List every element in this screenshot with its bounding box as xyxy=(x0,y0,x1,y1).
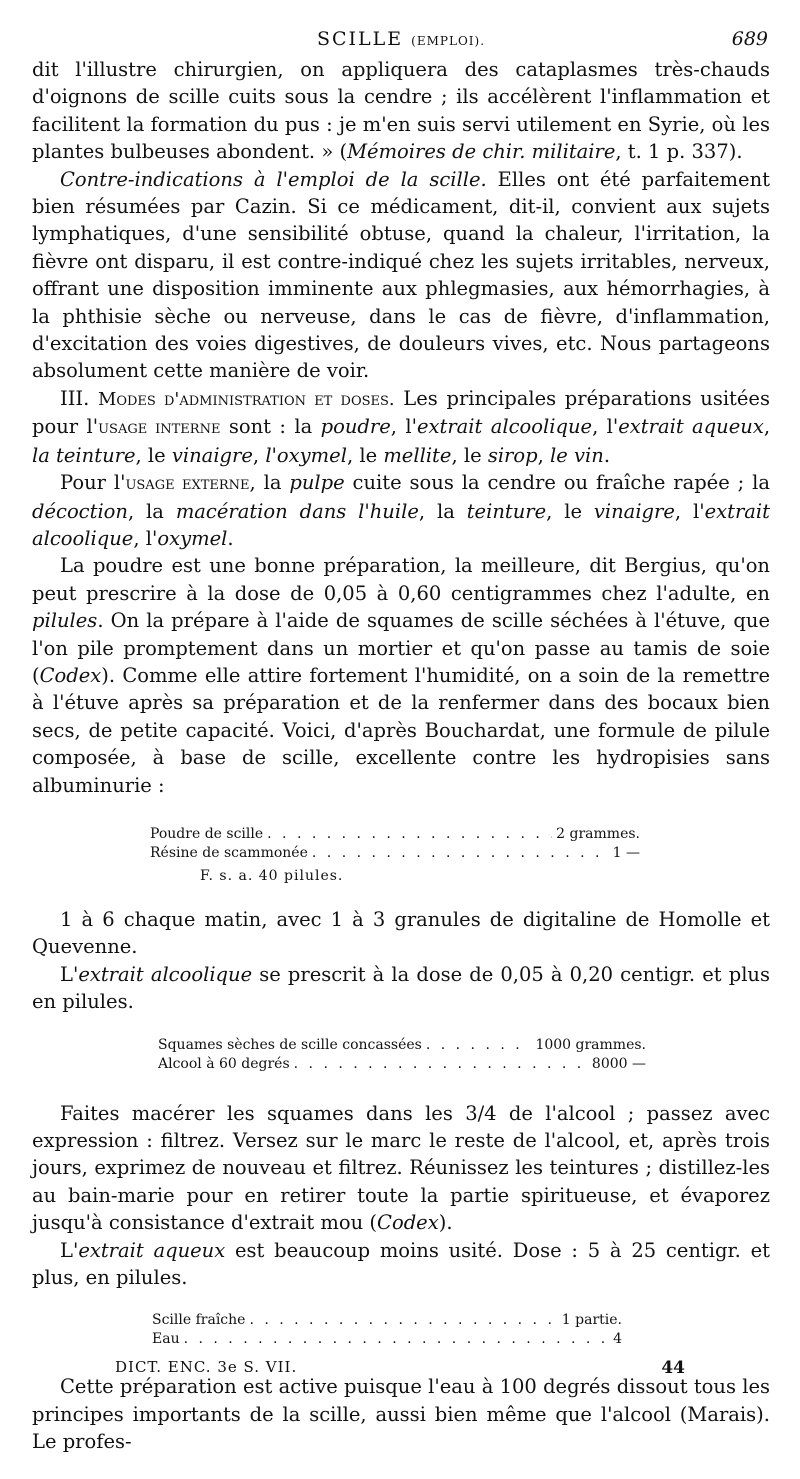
text: Les principales préparations usitées pour l' xyxy=(32,386,770,439)
text: , la xyxy=(418,499,467,523)
text: , la xyxy=(249,471,290,495)
text: , le xyxy=(451,443,488,467)
ingredient-quantity: 8000 — xyxy=(591,1055,646,1072)
ingredient-name: Résine de scammonée xyxy=(150,844,308,861)
ingredient-name: Poudre de scille xyxy=(150,825,264,842)
text: se prescrit à la dose de 0,05 à 0,20 centigr. et plus en pilules. xyxy=(32,962,770,1014)
text: ). xyxy=(438,1211,453,1235)
formula-row xyxy=(158,1055,646,1074)
term: extrait alcoolique xyxy=(416,415,593,439)
leader-dots xyxy=(249,1311,557,1330)
section-heading: Modes d'administration et doses. xyxy=(97,388,395,410)
ingredient-quantity: 2 grammes. xyxy=(556,825,640,842)
ingredient-quantity: 1 — xyxy=(612,844,640,861)
term: sirop xyxy=(487,443,538,467)
text: Faites macérer les squames dans les 3/4 de l'alcool ; passez avec expression : filtrez. Versez sur le marc le reste de l'alcool, et, après trois jours, exprimez de nouveau et filtrez. Réunissez les teintures ; distillez-les au bain-marie pour en retirer toute la partie spiritueuse, et évaporez jusqu'à consistance d'extrait mou ( xyxy=(32,1101,770,1235)
term: l'oxymel xyxy=(265,443,347,467)
text: L' xyxy=(60,1238,79,1262)
ingredient-name: Squames sèches de scille concassées xyxy=(158,1036,422,1053)
formula-row xyxy=(152,1311,622,1330)
text: . On la prépare à l'aide de squames de scille séchées à l'étuve, que l'on pile promptement dans un mortier et qu'on passe au tamis de soie ( xyxy=(32,609,770,687)
paragraph-maceration xyxy=(32,1100,770,1237)
citation: Codex xyxy=(377,1211,439,1235)
paragraph-extrait-aqueux xyxy=(32,1237,770,1292)
text: , t. 1 p. 337). xyxy=(615,140,743,164)
ingredient-quantity: 1 partie. xyxy=(561,1312,622,1329)
paragraph-poudre xyxy=(32,552,770,799)
term: le vin xyxy=(550,443,604,467)
formula-row xyxy=(150,825,640,844)
text: , xyxy=(252,443,266,467)
citation: Codex xyxy=(39,663,102,687)
text: La poudre est une bonne préparation, la meilleure, dit Bergius, qu'on peut prescrire à la dose de 0,05 à 0,60 centigrammes chez l'adulte, en xyxy=(32,554,770,605)
term: macération dans l'huile xyxy=(175,499,419,523)
text: , xyxy=(763,415,771,439)
paragraph-extrait-alcoolique xyxy=(32,961,770,1016)
term: oxymel xyxy=(157,526,228,550)
text: Elles ont été parfaitement bien résumées par Cazin. Si ce médicament, dit-il, convient aux sujets lymphatiques, d'une sensibilité obtuse, quand la chaleur, l'irritation, la fièvre ont disparu, il est contre-indiqué chez les sujets irritables, nerveux, offrant une disposition imminente aux phlegmasies, aux hémorrhagies, à la phthisie sèche ou nerveuse, dans le cas de fièvre, d'inflammation, d'excitation des voies digestives, de douleurs vives, etc. Nous partageons absolument cette manière de voir. xyxy=(32,167,770,383)
paragraph-preparation-active xyxy=(32,1373,770,1455)
term: extrait aqueux xyxy=(78,1238,226,1262)
ingredient-name: Eau xyxy=(152,1331,180,1348)
term: la teinture xyxy=(32,443,136,467)
leader-dots xyxy=(426,1036,532,1055)
term: pulpe xyxy=(289,471,345,495)
formula-row xyxy=(158,1036,646,1055)
text: est beaucoup moins usité. Dose : 5 à 25 centigr. et plus, en pilules. xyxy=(32,1238,770,1290)
page-footer xyxy=(115,1358,685,1376)
formula-row xyxy=(152,1330,622,1349)
text: , l' xyxy=(133,526,158,550)
term: usage externe xyxy=(125,473,250,495)
paragraph-posologie xyxy=(32,906,770,961)
term: pilules xyxy=(32,609,98,633)
term: usage interne xyxy=(98,417,221,439)
formula-extrait-alcoolique xyxy=(158,1036,646,1074)
text: , l' xyxy=(674,499,705,523)
text: , l' xyxy=(592,415,619,439)
text: , le xyxy=(346,443,384,467)
term: poudre xyxy=(320,415,391,439)
term: extrait aqueux xyxy=(618,415,764,439)
running-title-main: SCILLE xyxy=(316,28,404,50)
ingredient-name: Alcool à 60 degrés xyxy=(158,1055,290,1072)
paragraph-contre-indications xyxy=(32,166,770,385)
text: , le xyxy=(546,499,594,523)
text: , la xyxy=(127,499,176,523)
formula-pilules xyxy=(150,825,640,886)
formula-row xyxy=(150,844,640,863)
text: L' xyxy=(60,962,79,986)
paragraph-usage-externe xyxy=(32,469,770,552)
term: décoction xyxy=(32,499,128,523)
page-number: 689 xyxy=(731,28,768,50)
text: Cette préparation est active puisque l'eau à 100 degrés dissout tous les principes importants de la scille, aussi bien même que l'alcool (Marais). Le profes- xyxy=(32,1375,770,1454)
term: vinaigre xyxy=(593,499,675,523)
section-number: III. xyxy=(60,386,98,410)
text: ). Comme elle attire fortement l'humidité, on a soin de la remettre à l'étuve après sa préparation et de la renfermer dans des bocaux bien secs, de petite capacité. Voici, d'après Bouchardat, une formule de pilule composée, à base de scille, excellente contre les hydropisies sans albuminurie : xyxy=(32,663,770,797)
text: cuite sous la cendre ou fraîche rapée ; la xyxy=(344,471,770,495)
page-header xyxy=(32,28,770,54)
formula-extrait-aqueux xyxy=(152,1311,622,1349)
sheet-number: 44 xyxy=(661,1358,685,1378)
leader-dots xyxy=(267,825,552,844)
text: . xyxy=(227,526,234,550)
signature-mark: DICT. ENC. 3e S. VII. xyxy=(115,1358,298,1376)
text: , le xyxy=(135,443,172,467)
formula-note: F. s. a. 40 pilules. xyxy=(200,867,344,884)
text: dit l'illustre chirurgien, on appliquera des cataplasmes très-chauds d'oignons de scille cuits sous la cendre ; ils accélèrent l'inflammation et facilitent la formation du pus : je m'en suis servi utilement en Syrie, où les plantes bulbeuses abondent. » ( xyxy=(32,58,770,164)
ingredient-quantity: 1000 grammes. xyxy=(535,1036,646,1053)
term: extrait alcoolique xyxy=(32,499,770,550)
term: mellite xyxy=(383,443,452,467)
text: . xyxy=(603,443,611,467)
running-title xyxy=(32,28,770,50)
page-body xyxy=(32,56,770,1456)
leader-dots xyxy=(294,1055,588,1074)
ingredient-name: Scille fraîche xyxy=(152,1312,246,1329)
text: Pour l' xyxy=(60,471,126,495)
term: vinaigre xyxy=(171,443,253,467)
paragraph-modes-administration xyxy=(32,385,770,469)
running-title-sub: (EMPLOI). xyxy=(411,34,486,48)
leader-dots xyxy=(312,844,609,863)
text: , l' xyxy=(390,415,417,439)
leader-dots xyxy=(184,1330,609,1349)
text: 1 à 6 chaque matin, avec 1 à 3 granules de digitaline de Homolle et Quevenne. xyxy=(32,907,770,959)
section-heading: Contre-indications à l'emploi de la scille. xyxy=(60,167,487,191)
term: extrait alcoolique xyxy=(78,962,253,986)
term: teinture xyxy=(466,499,547,523)
citation-title: Mémoires de chir. militaire xyxy=(347,140,616,164)
text: sont : la xyxy=(220,415,321,439)
ingredient-quantity: 4 xyxy=(613,1331,622,1348)
paragraph-quote-end xyxy=(32,56,770,166)
text: , xyxy=(537,443,551,467)
